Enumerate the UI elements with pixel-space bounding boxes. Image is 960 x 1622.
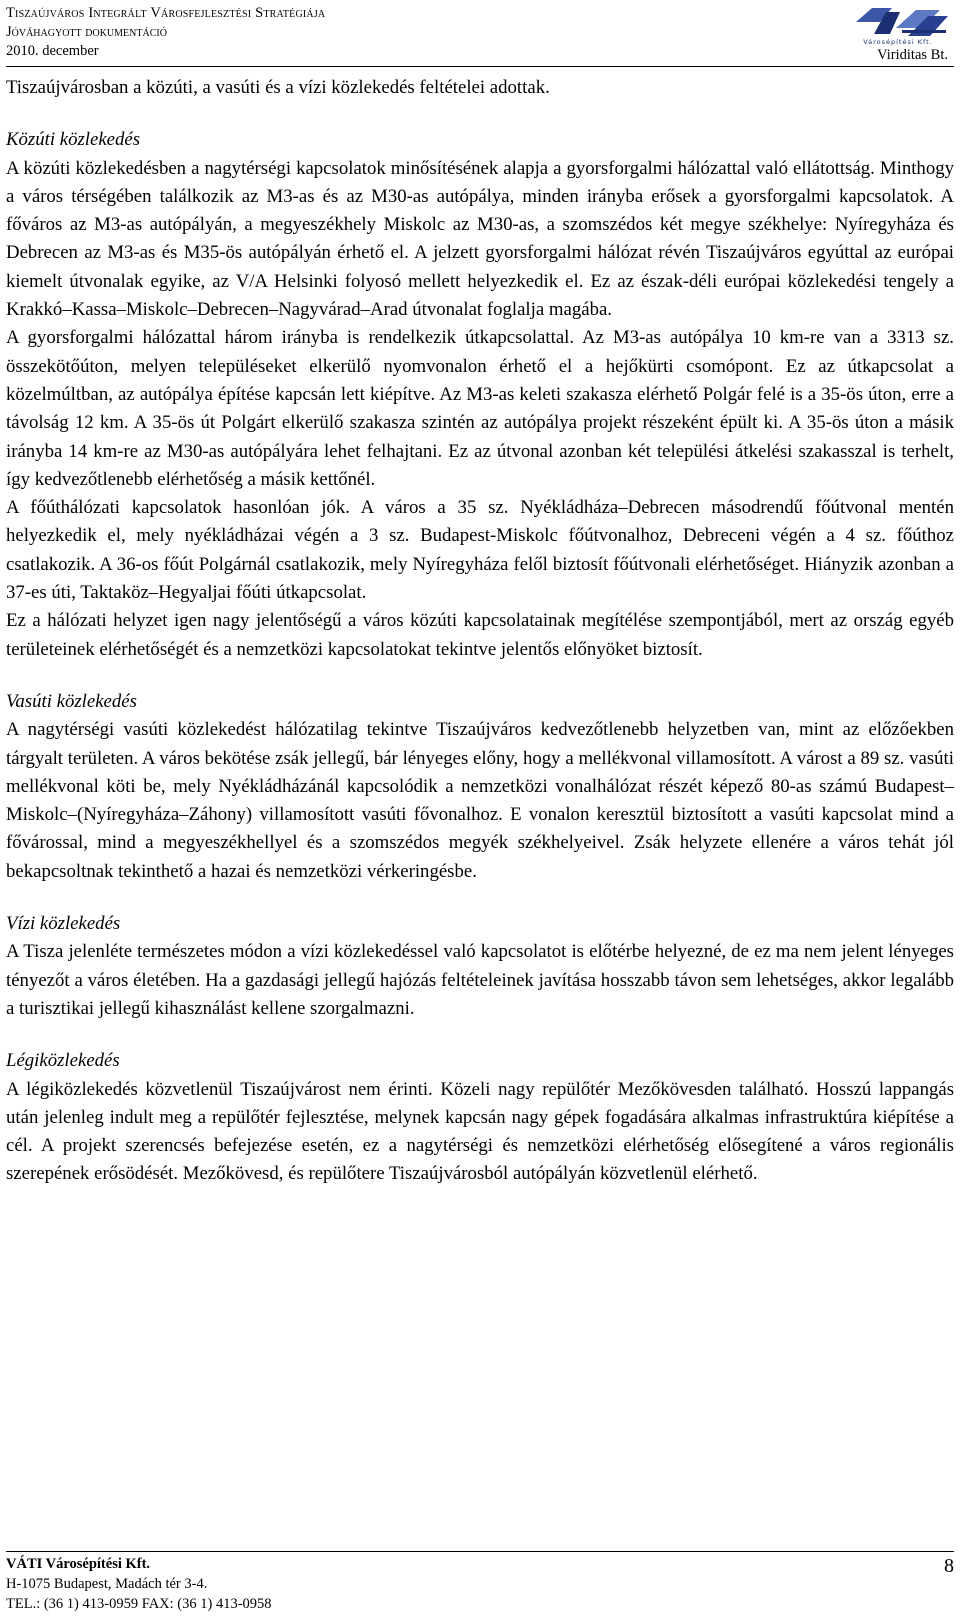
paragraph: A Tisza jelenléte természetes módon a vízi közlekedéssel való kapcsolatot is előtérbe helyezné, de ez ma nem jelent lényeges tényezőt a város életében. Ha a gazdasági jellegű hajózás feltételeinek javítása hosszabb távon sem lehetséges, akkor legalább a turisztikai jellegű kihasználást kellene szorgalmazni. (6, 941, 954, 1019)
vati-logo-icon (856, 4, 948, 38)
paragraph: A közúti közlekedésben a nagytérségi kapcsolatok minősítésének alapja a gyorsforgalmi hálózattal való ellátottság. Minthogy a város térségében találkozik az M3-as és az M30-as autópálya, minden irányba erősek a gyorsforgalmi kapcsolatok. A főváros az M3-as autópályán, a megyeszékhely Miskolc az M30-as, a szomszédos két megye székhelye: Nyíregyháza és Debrecen az M3-as és M35-ös autópályán érhető el. A jelzett gyorsforgalmi hálózat révén Tiszaújváros egyúttal az európai kiemelt útvonalak egyike, az V/A Helsinki folyosó mellett helyezkedik el. Ez az észak-déli európai közlekedési tengely a Krakkó–Kassa–Miskolc–Debrecen–Nagyvárad–Arad útvonalat foglalja magába. (6, 157, 954, 321)
section-heading: Légiközlekedés (6, 1050, 120, 1072)
section-rail-transport (6, 688, 954, 886)
section-road-transport (6, 126, 954, 664)
section-heading: Vasúti közlekedés (6, 690, 137, 712)
footer-contact: TEL.: (36 1) 413-0959 FAX: (36 1) 413-0958 (6, 1596, 272, 1612)
header-divider (6, 66, 954, 67)
vati-logo (848, 4, 948, 68)
paragraph: A nagytérségi vasúti közlekedést hálózatilag tekintve Tiszaújváros kedvezőtlenebb helyzetben van, mint az előzőekben tárgyalt területen. A város bekötése zsák jellegű, bár lényeges előny, hogy a mellékvonal villamosított. A várost a 89 sz. vasúti mellékvonal köti be, mely Nyékládházánál kapcsolódik a nemzetközi vonalhálózat részét képező 80-as számú Budapest–Miskolc–(Nyíregyháza–Záhony) villamosított vasúti fővonalhoz. E vonalon keresztül biztosított a vasúti kapcsolat mind a fővárossal, mind a megyeszékhellyel és a szomszédos megyék székhelyeivel. Zsák helyzete ellenére a város tehát jól bekapcsoltnak tekinthető a hazai és nemzetközi vérkeringésbe. (6, 719, 954, 882)
document-subtitle: Jóváhagyott dokumentáció (6, 24, 167, 40)
document-title: Tiszaújváros Integrált Városfejlesztési Stratégiája (6, 5, 326, 21)
footer-address: H-1075 Budapest, Madách tér 3-4. (6, 1576, 208, 1592)
footer-divider (6, 1551, 954, 1552)
footer-org: VÁTI Városépítési Kft. (6, 1556, 151, 1572)
paragraph: Ez a hálózati helyzet igen nagy jelentőségű a város közúti kapcsolatainak megítélése szempontjából, mert az ország egyéb területeinek elérhetőségét és a nemzetközi kapcsolatokat tekintve jelentős előnyöket biztosít. (6, 610, 954, 660)
page-footer (6, 1551, 954, 1622)
section-water-transport (6, 910, 954, 1023)
section-heading: Vízi közlekedés (6, 913, 121, 935)
document-date: 2010. december (6, 43, 99, 59)
logo-tagline: Városépítési Kft. (863, 38, 933, 46)
paragraph: A légiközlekedés közvetlenül Tiszaújvárost nem érinti. Közeli nagy repülőtér Mezőkövesden található. Hosszú lappangás után jelenleg indult meg a repülőtér fejlesztése, melynek kapcsán nagy gépek fogadására alkalmas infrastruktúra kiépítése a cél. A projekt szerencsés befejezése esetén, ez a nagytérségi és nemzetközi elérhetőség elősegítené a város regionális szerepének erősödését. Mezőkövesd, és repülőtere Tiszaújvárosból autópályán közvetlenül elérhető. (6, 1078, 954, 1185)
section-heading: Közúti közlekedés (6, 129, 141, 151)
section-air-transport (6, 1047, 954, 1188)
paragraph: A gyorsforgalmi hálózattal három irányba is rendelkezik útkapcsolattal. Az M3-as autópálya 10 km-re van a 3313 sz. összekötőúton, melyen településeket elkerülő nyomvonalon érhető el a hejőkürti csomópont. Ez az útkapcsolat a közelmúltban, az autópálya építése kapcsán lett kiépítve. Az M3-as keleti szakasza elérhető Polgár felé is a 35-ös úton, erre a távolság 12 km. A 35-ös út Polgárt elkerülő szakasza szintén az autópálya projekt részeként épült ki. A 35-ös úton a másik irányba 14 km-re az M30-as autópályára lehet felhajtani. Ez az útvonal azonban két települési átkelési szakasszal is terhelt, így kedvezőtlenebb elérhetőség a másik kettőnél. (6, 327, 954, 490)
footer-contact-block (6, 1554, 272, 1614)
document-body (6, 74, 954, 1189)
paragraph: A főúthálózati kapcsolatok hasonlóan jók. A város a 35 sz. Nyékládháza–Debrecen másodrendű főútvonal mentén helyezkedik el, mely nyékládházai végén a 3 sz. Budapest-Miskolc főútvonalhoz, Debreceni végén a 4 sz. főúthoz csatlakozik. A 36-os főút Polgárnál csatlakozik, mely Nyíregyháza felől biztosít főútvonali elérhetőséget. Hiányzik azonban a 37-es úti, Taktaköz–Hegyaljai főúti útkapcsolat. (6, 497, 954, 604)
intro-paragraph: Tiszaújvárosban a közúti, a vasúti és a vízi közlekedés feltételei adottak. (6, 77, 550, 98)
page-header (6, 4, 954, 68)
company-name: Viriditas Bt. (877, 47, 948, 63)
page-number: 8 (944, 1555, 954, 1577)
